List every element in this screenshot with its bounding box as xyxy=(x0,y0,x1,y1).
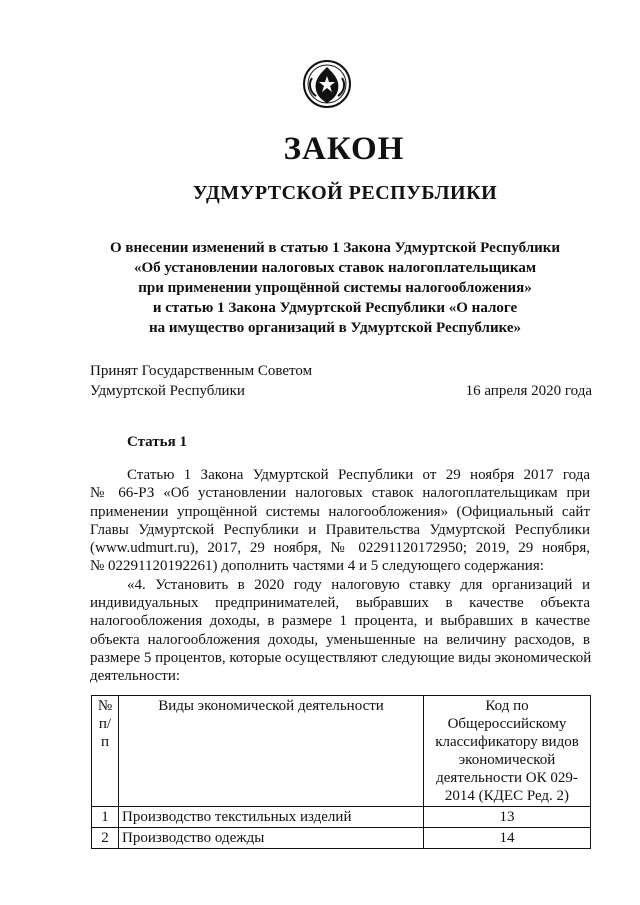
coat-of-arms-emblem xyxy=(302,58,352,110)
body-line: размере 5 процентов, которые осуществляют следующие виды экономической xyxy=(90,649,592,666)
article-heading: Статья 1 xyxy=(127,434,187,450)
subject-line: «Об установлении налоговых ставок налогоплательщикам xyxy=(133,260,537,276)
row-number: 2 xyxy=(92,828,119,849)
body-line: индивидуальных предпринимателей, выбравших в качестве объекта xyxy=(90,595,590,612)
row-activity: Производство текстильных изделий xyxy=(119,807,424,828)
table-row xyxy=(92,807,591,828)
table-header-row xyxy=(92,696,591,807)
header-number: № п/п xyxy=(92,696,119,807)
adoption-date: 16 апреля 2020 года xyxy=(465,383,592,399)
body-line: № 02291120192261) дополнить частями 4 и 5 следующего содержания: xyxy=(90,558,544,575)
row-code: 13 xyxy=(424,807,591,828)
body-line: деятельности: xyxy=(90,668,181,685)
adoption-info xyxy=(90,361,312,401)
subject-line: при применении упрощённой системы налогообложения» xyxy=(138,280,532,296)
subject-line: и статью 1 Закона Удмуртской Республики «О налоге xyxy=(152,300,518,316)
row-number: 1 xyxy=(92,807,119,828)
document-subtitle: УДМУРТСКОЙ РЕСПУБЛИКИ xyxy=(192,182,498,204)
header-activity: Виды экономической деятельности xyxy=(119,696,424,807)
body-line: Главы Удмуртской Республики и Правительства Удмуртской Республики xyxy=(90,521,590,538)
adoption-line: Удмуртской Республики xyxy=(90,383,245,399)
body-line: применении упрощённой системы налогообложения» (Официальный сайт xyxy=(90,503,590,520)
subject-line: О внесении изменений в статью 1 Закона Удмуртской Республики xyxy=(109,240,561,256)
activity-table xyxy=(91,695,591,849)
subject-line: на имущество организаций в Удмуртской Республике» xyxy=(148,320,522,336)
header-code: Код по Общероссийскому классификатору видов экономической деятельности ОК 029-2014 (КДЕС Ред. 2) xyxy=(424,696,591,807)
body-line: Статью 1 Закона Удмуртской Республики от 29 ноября 2017 года xyxy=(127,467,590,483)
article-body xyxy=(90,466,590,686)
table-row xyxy=(92,828,591,849)
adoption-line: Принят Государственным Советом xyxy=(90,363,313,379)
law-subject xyxy=(95,238,575,338)
row-code: 14 xyxy=(424,828,591,849)
row-activity: Производство одежды xyxy=(119,828,424,849)
body-line: объекта налогообложения доходы, уменьшенные на величину расходов, в xyxy=(90,631,590,648)
document-title: ЗАКОН xyxy=(283,131,405,167)
body-line: «4. Установить в 2020 году налоговую ставку для организаций и xyxy=(127,576,590,593)
body-line: налогообложения доходы, в размере 1 процента, и выбравших в качестве xyxy=(90,613,590,630)
body-line: (www.udmurt.ru), 2017, 29 ноября, № 02291120172950; 2019, 29 ноября, xyxy=(90,540,590,557)
body-line: № 66-РЗ «Об установлении налоговых ставок налогоплательщикам при xyxy=(90,485,590,502)
